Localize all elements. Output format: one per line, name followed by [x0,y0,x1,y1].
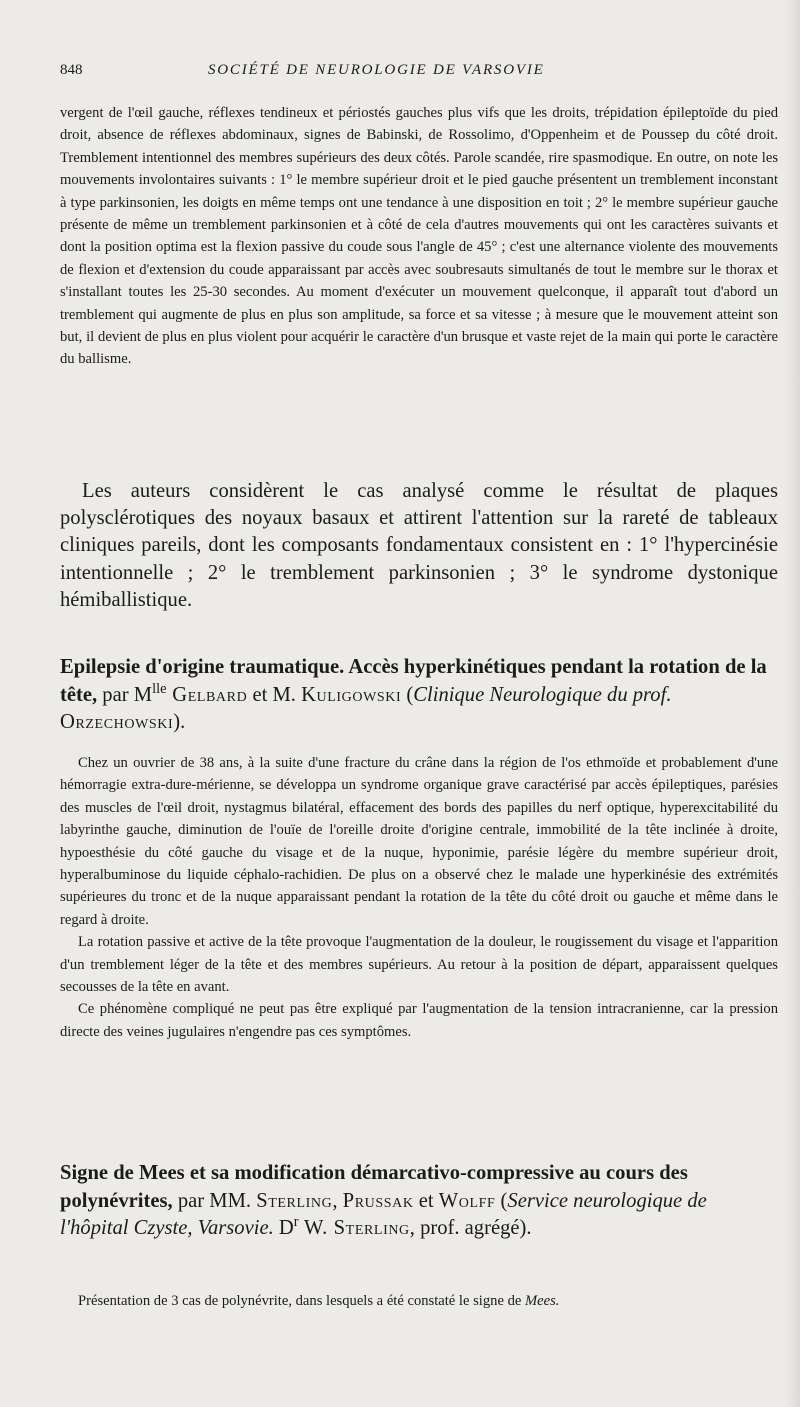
service-chief: W. Sterling [298,1217,410,1240]
author-name: Kuligowski [301,683,402,706]
author-name: Gelbard [166,683,248,706]
section-body-epilepsy [60,752,778,1043]
conclusion-paragraph: Les auteurs considèrent le cas analysé comme le résultat de plaques polysclérotiques des noyaux basaux et attirent l'attention sur la rareté de tableaux cliniques pareils, dont les composants fondamentaux consistent en : 1° l'hypercinésie intentionnelle ; 2° le tremblement parkinsonien ; 3° le syndrome dystonique hémiballistique. [60,480,778,611]
author-name: Sterling [256,1189,333,1212]
page-edge-shadow [786,0,800,1407]
journal-title: SOCIÉTÉ DE NEUROLOGIE DE VARSOVIE [208,62,545,78]
and-text: et [413,1189,439,1212]
section-title: Epilepsie d'origine traumatique. Accès hyperkinétiques pendant la rotation de la tête, [60,656,767,706]
running-head [60,62,778,84]
author-name: Wolff [438,1189,496,1212]
author-name: Prussak [342,1189,414,1212]
and-text: et M. [247,683,302,706]
page-number: 848 [60,62,83,78]
paren-open: ( [495,1189,508,1212]
authors-conclusion [60,478,778,614]
paren-open: ( [401,683,414,706]
clinic-name: Clinique Neurologique du prof. [413,683,672,706]
body-paragraph: Chez un ouvrier de 38 ans, à la suite d'une fracture du crâne dans la région de l'os ethmoïde et probablement d'une hémorragie extra-dure-mérienne, se développa un syndrome organique grave caractérisé par accès épileptiques, parésies des muscles de l'œil droit, nystagmus bilatéral, effacement des bords des papilles du nerf optique, hyperexcitabilité du labyrinthe gauche, diminution de l'ouïe de l'oreille droite d'origine centrale, immobilité de la tête inclinée à droite, hypoesthésie du côté gauche du visage et de la nuque, hyponimie, parésie légère du membre supérieur droit, hyperalbuminose du liquide céphalo-rachidien. De plus on a observé chez le malade une hyperkinésie des extrémités supérieures du tronc et de la nuque apparaissant pendant la rotation de la tête du côté droit ou gauche et même dans le regard à droite. [60,755,778,928]
clinic-chief: Orzechowski [60,711,174,734]
section-title: Signe de Mees et sa modification démarcativo-compressive au cours des polynévrites, [60,1162,688,1212]
section-body-mees [60,1290,778,1312]
by-text: par M [97,683,153,706]
section-heading-epilepsy [60,654,778,737]
dr-text: D [273,1217,294,1240]
case-description-continued [60,102,778,371]
body-italic: Mees. [525,1293,560,1309]
section-heading-mees [60,1160,778,1243]
title-sup: lle [152,680,167,697]
paren-close: ). [173,711,186,734]
body-text: Présentation de 3 cas de polynévrite, dans lesquels a été constaté le signe de [78,1293,525,1309]
title-tail: , prof. agrégé). [409,1217,532,1240]
dr-sup: r [293,1214,299,1231]
body-paragraph: Ce phénomène compliqué ne peut pas être expliqué par l'augmentation de la tension intracranienne, car la pression directe des veines jugulaires n'engendre pas ces symptômes. [60,1001,778,1040]
body-paragraph [60,1290,778,1312]
service-name: Service neurologique de l'hôpital Czyste, Varsovie. [60,1189,707,1240]
comma-text: , [332,1189,343,1212]
by-text: par MM. [172,1189,257,1212]
paragraph-continuation: vergent de l'œil gauche, réflexes tendineux et périostés gauches plus vifs que les droits, trépidation épileptoïde du pied droit, absence de réflexes abdominaux, signes de Babinski, de Rossolimo, d'Oppenheim et de Poussep du côté droit. Tremblement intentionnel des membres supérieurs des deux côtés. Parole scandée, rire spasmodique. En outre, on note les mouvements involontaires suivants : 1° le membre supérieur droit et le pied gauche présentent un tremblement inconstant à type parkinsonien, les doigts en même temps ont une tendance à une disposition en toit ; 2° le membre supérieur gauche présente de même un tremblement parkinsonien et à côté de cela d'autres mouvements qui ont les caractères suivants et dont la position optima est la flexion passive du coude sous l'angle de 45° ; c'est une alternance violente des mouvements de flexion et d'extension du coude apparaissant par accès avec soubresauts simultanés de tout le membre sur le thorax et s'installant toutes les 25-30 secondes. Au moment d'exécuter un mouvement quelconque, il apparaît tout d'abord un tremblement qui augmente de plus en plus son amplitude, sa force et sa vitesse ; à mesure que le mouvement atteint son but, il devient de plus en plus violent pour acquérir le caractère d'un brusque et vaste rejet de la main qui porte le caractère du ballisme. [60,105,778,368]
body-paragraph: La rotation passive et active de la tête provoque l'augmentation de la douleur, le rougissement du visage et l'apparition d'un tremblement léger de la tête et des membres supérieurs. Au retour à la position de départ, apparaissent quelques secousses de la tête en avant. [60,934,778,996]
